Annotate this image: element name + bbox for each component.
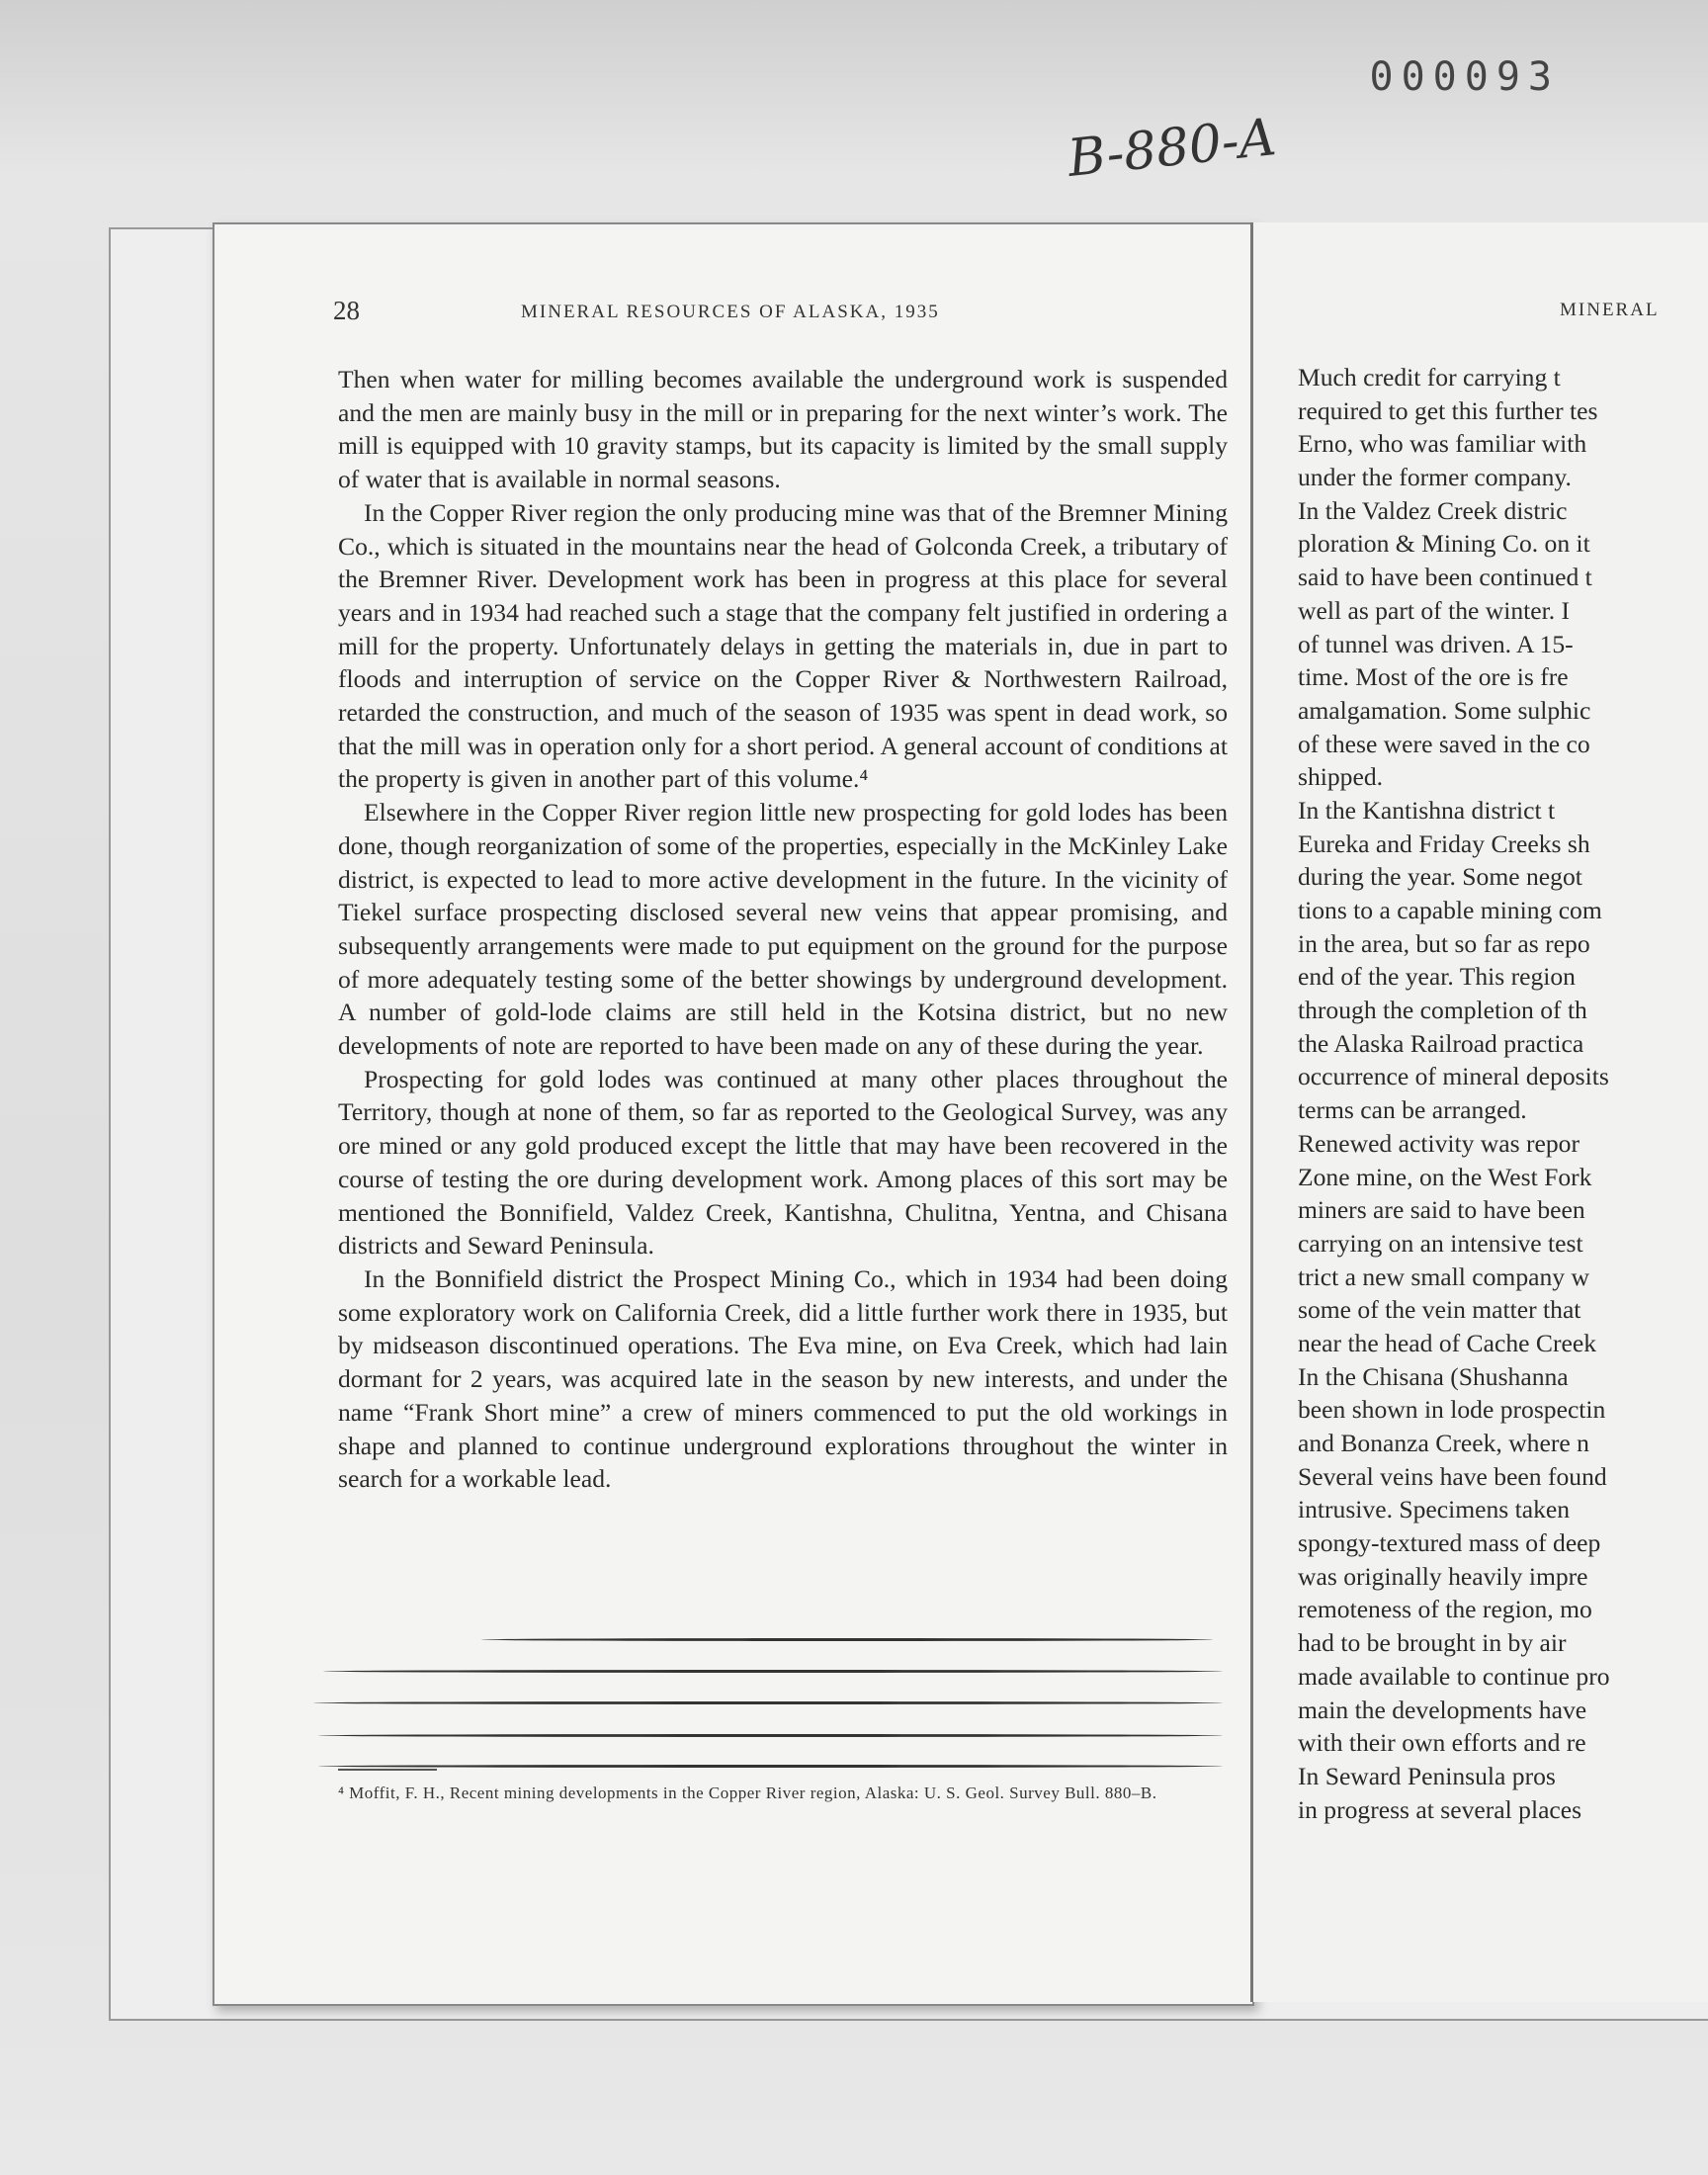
text-line: and Bonanza Creek, where n [1298,1429,1589,1457]
text-line: miners are said to have been [1298,1195,1585,1225]
text-line: occurrence of mineral deposits [1298,1062,1609,1091]
handwritten-underline [318,1734,1223,1737]
text-line: with their own efforts and re [1298,1728,1586,1758]
text-line: terms can be arranged. [1298,1095,1527,1125]
text-line: carrying on an intensive test [1298,1228,1583,1258]
text-line: In Seward Peninsula pros [1298,1761,1556,1790]
left-page [213,222,1254,2006]
text-line: In the Kantishna district t [1298,795,1556,825]
running-header: MINERAL RESOURCES OF ALASKA, 1935 [521,302,940,322]
text-line: in the area, but so far as repo [1298,928,1590,958]
text-line: well as part of the winter. I [1298,595,1571,625]
text-line: said to have been continued t [1298,563,1592,592]
text-line: spongy-textured mass of deep [1298,1528,1601,1558]
text-line: Several veins have been found [1298,1461,1607,1491]
text-line: the Alaska Railroad practica [1298,1028,1584,1058]
running-header: MINERAL [1560,300,1660,320]
text-line: under the former company. [1298,463,1572,492]
text-line: time. Most of the ore is fre [1298,662,1569,692]
text-line: been shown in lode prospectin [1298,1395,1606,1425]
text-line: required to get this further tes [1298,395,1598,425]
text-line: Much credit for carrying t [1298,363,1561,392]
paragraph: Prospecting for gold lodes was continued at many other places throughout the Territory, though at none of them, so far as reported to the Geological Survey, was any ore mined or any gold produced except the little that may have been recovered in the course of testing the ore during development work. Among places of this sort may be mentioned the Bonnifield, Valdez Creek, Kantishna, Chulitna, Yentna, and Chisana districts and Seward Peninsula. [338,1064,1228,1261]
body-text [338,363,1228,1496]
text-line: remoteness of the region, mo [1298,1595,1592,1624]
handwritten-underline [318,1765,1223,1768]
handwritten-underline [323,1670,1223,1673]
text-line: trict a new small company w [1298,1262,1589,1291]
footnote: ⁴ Moffit, F. H., Recent mining developments in the Copper River region, Alaska: U. S. Geol. Survey Bull. 880–B. [338,1784,1157,1802]
text-line: intrusive. Specimens taken [1298,1495,1571,1524]
text-line: made available to continue pro [1298,1661,1610,1691]
text-line: main the developments have [1298,1695,1587,1724]
text-line: Zone mine, on the West Fork [1298,1162,1592,1191]
handwritten-underline [313,1701,1223,1704]
right-page [1250,222,1708,2002]
right-page-text [1298,361,1708,1826]
text-line: Renewed activity was repor [1298,1128,1580,1158]
text-line: ploration & Mining Co. on it [1298,529,1590,559]
text-line: shipped. [1298,762,1384,792]
text-line: of these were saved in the co [1298,729,1590,758]
text-line: In the Valdez Creek distric [1298,495,1568,525]
paragraph: In the Bonnifield district the Prospect Mining Co., which in 1934 had been doing some exploratory work on California Creek, did a little further work there in 1935, but by midseason discontinued operations. The Eva mine, on Eva Creek, which had lain dormant for 2 years, was acquired late in the season by new interests, and under the name “Frank Short mine” a crew of miners commenced to put the old workings in shape and planned to continue underground explorations throughout the winter in search for a workable lead. [338,1263,1228,1494]
text-line: Eureka and Friday Creeks sh [1298,828,1590,858]
text-line: through the completion of th [1298,996,1587,1025]
page-number: 28 [333,296,360,325]
text-line: of tunnel was driven. A 15- [1298,629,1574,658]
text-line: some of the vein matter that [1298,1295,1581,1325]
paragraph: Then when water for milling becomes available the underground work is suspended and the men are mainly busy in the mill or in preparing for the next winter’s work. The mill is equipped with 10 gravity stamps, but its capacity is limited by the small supply of water that is available in normal seasons. [338,365,1228,494]
text-line: in progress at several places [1298,1794,1582,1824]
footnote-rule [338,1769,437,1771]
handwritten-note: B-880-A [1065,108,1279,189]
text-line: near the head of Cache Creek [1298,1328,1596,1357]
paragraph: Elsewhere in the Copper River region little new prospecting for gold lodes has been done, though reorganization of some of the properties, especially in the McKinley Lake district, is expected to lead to more active development in the future. In the vicinity of Tiekel surface prospecting disclosed several new veins that appear promising, and subsequently arrangements were made to put equipment on the ground for the purpose of more adequately testing some of the better showings by underground development. A number of gold-lode claims are still held in the Kotsina district, but no new developments of note are reported to have been made on any of these during the year. [338,798,1228,1061]
text-line: Erno, who was familiar with [1298,429,1587,459]
text-line: had to be brought in by air [1298,1628,1567,1658]
handwritten-underline [481,1638,1213,1641]
text-line: was originally heavily impre [1298,1561,1588,1591]
document-stamp-number: 000093 [1369,54,1560,100]
text-line: In the Chisana (Shushanna [1298,1361,1569,1391]
text-line: amalgamation. Some sulphic [1298,695,1591,725]
paragraph: In the Copper River region the only producing mine was that of the Bremner Mining Co., which is situated in the mountains near the head of Golconda Creek, a tributary of the Bremner River. Development work has been in progress at this place for several years and in 1934 had reached such a stage that the company felt justified in ordering a mill for the property. Unfortunately delays in getting the materials in, due in part to floods and interruption of service on the Copper River & Northwestern Railroad, retarded the construction, and much of the season of 1935 was spent in dead work, so that the mill was in operation only for a short period. A general account of conditions at the property is given in another part of this volume.⁴ [338,497,1228,794]
text-line: tions to a capable mining com [1298,896,1602,924]
text-line: during the year. Some negot [1298,862,1582,892]
text-line: end of the year. This region [1298,962,1576,992]
